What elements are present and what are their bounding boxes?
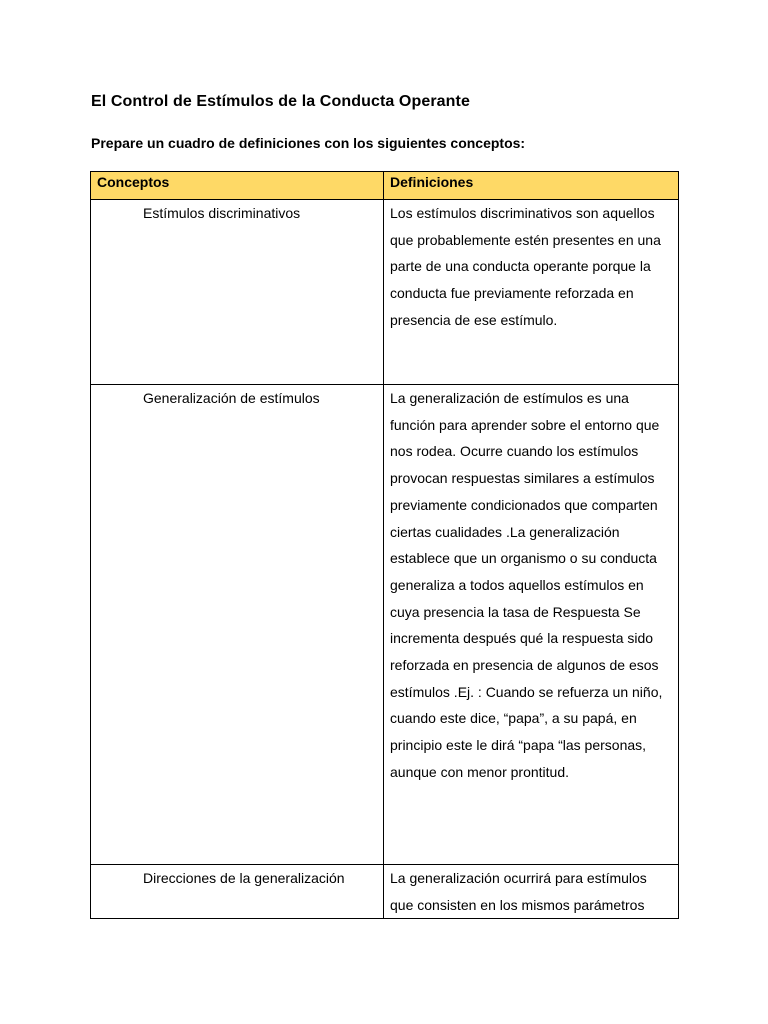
- table-row: [91, 385, 679, 865]
- definition-cell: La generalización de estímulos es una función para aprender sobre el entorno que nos rodea. Ocurre cuando los estímulos provocan respuestas similares a estímulos previamente condicionados que comparten ciertas cualidades .La generalización establece que un organismo o su conducta generaliza a todos aquellos estímulos en cuya presencia la tasa de Respuesta Se incrementa después qué la respuesta sido reforzada en presencia de algunos de esos estímulos .Ej. : Cuando se refuerza un niño, cuando este dice, “papa”, a su papá, en principio este le dirá “papa “las personas, aunque con menor prontitud.: [384, 385, 679, 865]
- table-header-row: [91, 172, 679, 200]
- header-definitions: Definiciones: [384, 172, 679, 200]
- header-concepts: Conceptos: [91, 172, 384, 200]
- definition-cell: La generalización ocurrirá para estímulos que consisten en los mismos parámetros: [384, 865, 679, 919]
- table-row: [91, 200, 679, 385]
- document-title: El Control de Estímulos de la Conducta Operante: [91, 93, 470, 110]
- document-subtitle: Prepare un cuadro de definiciones con los siguientes conceptos:: [91, 135, 526, 151]
- definitions-table: [90, 171, 679, 919]
- concept-cell: Generalización de estímulos: [91, 385, 384, 865]
- table-row: [91, 865, 679, 919]
- concept-cell: Estímulos discriminativos: [91, 200, 384, 385]
- concept-cell: Direcciones de la generalización: [91, 865, 384, 919]
- definition-cell: Los estímulos discriminativos son aquellos que probablemente estén presentes en una parte de una conducta operante porque la conducta fue previamente reforzada en presencia de ese estímulo.: [384, 200, 679, 385]
